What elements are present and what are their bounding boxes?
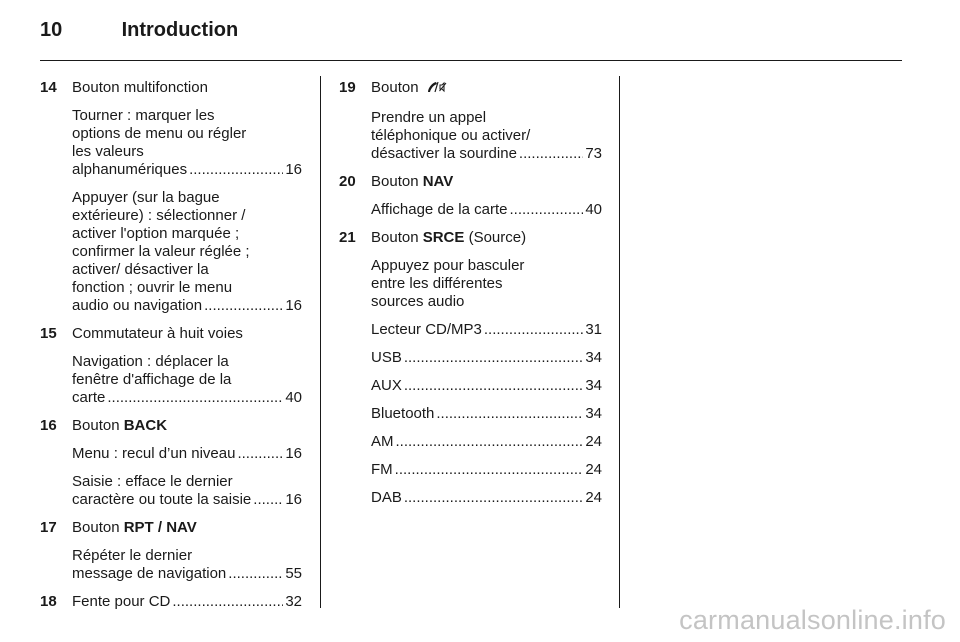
- source-entry: [339, 461, 602, 479]
- page-ref: 24: [585, 489, 602, 506]
- leader-dots: [404, 377, 583, 395]
- page-ref: 40: [285, 389, 302, 406]
- toc-entry: [72, 491, 302, 509]
- text-line: Appuyez pour basculer: [371, 257, 525, 274]
- source-entry: [339, 349, 602, 367]
- entry-text: alphanumériques: [72, 161, 188, 178]
- entry-text: AM: [371, 433, 394, 450]
- item-18-heading: [40, 593, 302, 611]
- item-title: Bouton: [371, 173, 423, 190]
- item-14-heading: [40, 79, 302, 97]
- toc-entry: [72, 565, 302, 583]
- text-line: confirmer la valeur réglée ;: [72, 243, 250, 260]
- text-line: les valeurs: [72, 143, 144, 160]
- entry-text: Affichage de la carte: [371, 201, 508, 218]
- page-ref: 40: [585, 201, 602, 218]
- leader-dots: [519, 145, 583, 163]
- item-title: Bouton: [72, 519, 124, 536]
- leader-dots: [404, 489, 583, 507]
- page-ref: 34: [585, 349, 602, 366]
- text-line: Appuyer (sur la bague: [72, 189, 220, 206]
- column-divider-1: [320, 76, 321, 608]
- item-number: 21: [339, 229, 356, 246]
- page-ref: 31: [585, 321, 602, 338]
- source-entry: [339, 405, 602, 423]
- text-line: Tourner : marquer les: [72, 107, 215, 124]
- button-name: SRCE: [422, 229, 465, 246]
- entry-text: Lecteur CD/MP3: [371, 321, 482, 338]
- text-line: activer/ désactiver la: [72, 261, 209, 278]
- item-title-suffix: (Source): [464, 229, 527, 246]
- text-line: Saisie : efface le dernier: [72, 473, 233, 490]
- text-line: sources audio: [371, 293, 465, 310]
- item-title: Bouton: [371, 229, 423, 246]
- entry-text: AUX: [371, 377, 402, 394]
- page-ref: 24: [585, 433, 602, 450]
- item-14-rotate-desc: [40, 107, 302, 179]
- leader-dots: [189, 161, 283, 179]
- item-21-heading: [339, 229, 602, 247]
- leader-dots: [172, 593, 283, 611]
- page-number: 10: [40, 19, 63, 41]
- item-20-heading: [339, 173, 602, 191]
- toc-entry: [72, 161, 302, 179]
- toc-entry: [371, 201, 602, 219]
- page-header: [40, 19, 238, 42]
- column-divider-2: [619, 76, 620, 608]
- page-ref: 24: [585, 461, 602, 478]
- button-name: BACK: [123, 417, 168, 434]
- entry-text: Menu : recul d’un niveau: [72, 445, 236, 462]
- item-title: Commutateur à huit voies: [72, 325, 243, 342]
- toc-entry: [371, 145, 602, 163]
- button-name: RPT / NAV: [123, 519, 197, 536]
- entry-text: carte: [72, 389, 106, 406]
- text-line: activer l'option marquée ;: [72, 225, 240, 242]
- leader-dots: [204, 297, 283, 315]
- source-entry: [339, 321, 602, 339]
- leader-dots: [228, 565, 283, 583]
- source-entry: [339, 433, 602, 451]
- text-line: Prendre un appel: [371, 109, 487, 126]
- item-17-desc: [40, 547, 302, 583]
- leader-dots: [484, 321, 583, 339]
- item-19-desc: [339, 109, 602, 163]
- item-16-input-desc: [40, 473, 302, 509]
- leader-dots: [237, 445, 283, 463]
- item-20-desc: [339, 201, 602, 219]
- item-number: 19: [339, 79, 356, 96]
- item-17-heading: [40, 519, 302, 537]
- item-16-heading: [40, 417, 302, 435]
- source-entry: [339, 489, 602, 507]
- entry-text: USB: [371, 349, 402, 366]
- leader-dots: [107, 389, 283, 407]
- page-ref: 16: [285, 297, 302, 314]
- leader-dots: [404, 349, 583, 367]
- item-number: 17: [40, 519, 57, 536]
- page-ref: 34: [585, 377, 602, 394]
- toc-entry: [72, 445, 302, 463]
- item-number: 18: [40, 593, 57, 610]
- text-line: Répéter le dernier: [72, 547, 193, 564]
- leader-dots: [396, 433, 584, 451]
- item-title: Bouton: [72, 417, 124, 434]
- page-ref: 16: [285, 445, 302, 462]
- page-ref: 16: [285, 491, 302, 508]
- text-line: fenêtre d'affichage de la: [72, 371, 232, 388]
- text-line: entre les différentes: [371, 275, 503, 292]
- entry-text: DAB: [371, 489, 402, 506]
- leader-dots: [395, 461, 584, 479]
- item-14-press-desc: [40, 189, 302, 315]
- button-name: NAV: [422, 173, 454, 190]
- text-line: options de menu ou régler: [72, 125, 247, 142]
- toc-entry: [72, 593, 302, 611]
- watermark: carmanualsonline.info: [679, 605, 946, 635]
- page-ref: 16: [285, 161, 302, 178]
- page-ref: 55: [285, 565, 302, 582]
- item-number: 20: [339, 173, 356, 190]
- entry-text: audio ou navigation: [72, 297, 203, 314]
- entry-text: FM: [371, 461, 393, 478]
- text-line: extérieure) : sélectionner /: [72, 207, 246, 224]
- text-line: fonction ; ouvrir le menu: [72, 279, 233, 296]
- leader-dots: [253, 491, 283, 509]
- item-15-heading: [40, 325, 302, 343]
- page-ref: 32: [285, 593, 302, 610]
- entry-text: désactiver la sourdine: [371, 145, 517, 162]
- item-15-desc: [40, 353, 302, 407]
- toc-entry: [72, 389, 302, 407]
- leader-dots: [436, 405, 583, 423]
- item-title: Bouton multifonction: [72, 79, 208, 96]
- page-ref: 34: [585, 405, 602, 422]
- item-16-menu-desc: [40, 445, 302, 463]
- toc-entry: [72, 297, 302, 315]
- source-entry: [339, 377, 602, 395]
- page-ref: 73: [585, 145, 602, 162]
- phone-mute-icon: [426, 80, 448, 99]
- middle-column: [339, 79, 602, 517]
- item-19-heading: [339, 79, 602, 99]
- leader-dots: [509, 201, 583, 219]
- item-21-desc: [339, 257, 602, 311]
- entry-text: Fente pour CD: [72, 593, 171, 610]
- text-line: Navigation : déplacer la: [72, 353, 229, 370]
- left-column: [40, 79, 302, 621]
- header-rule: [40, 60, 902, 61]
- item-number: 16: [40, 417, 57, 434]
- page-title: Introduction: [121, 19, 239, 41]
- item-title: Bouton: [371, 79, 419, 96]
- item-number: 15: [40, 325, 57, 342]
- entry-text: caractère ou toute la saisie: [72, 491, 252, 508]
- entry-text: message de navigation: [72, 565, 227, 582]
- item-number: 14: [40, 79, 57, 96]
- entry-text: Bluetooth: [371, 405, 435, 422]
- text-line: téléphonique ou activer/: [371, 127, 531, 144]
